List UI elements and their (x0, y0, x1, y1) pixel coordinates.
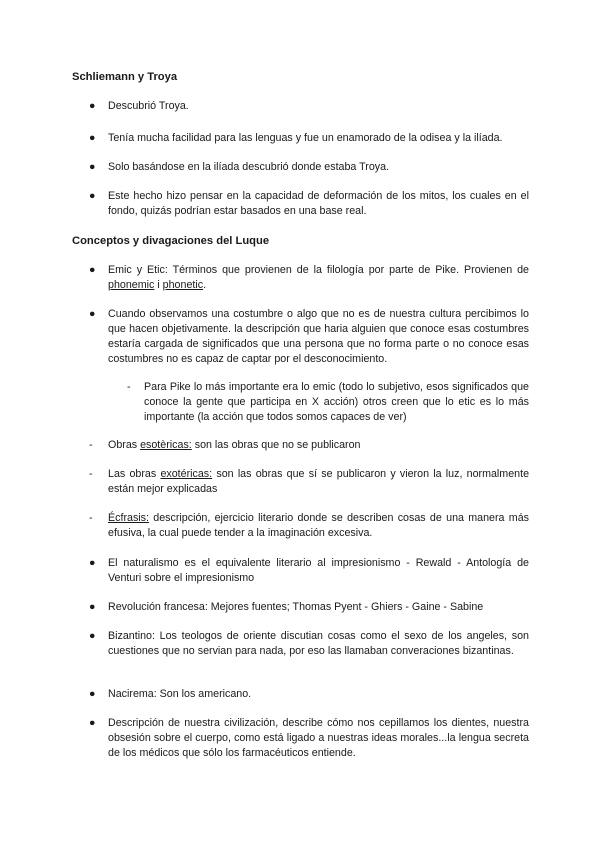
bullet-icon: ● (89, 557, 96, 569)
bullet-icon: ● (89, 190, 96, 202)
emic-period: . (203, 279, 207, 291)
link-phonemic[interactable]: phonemic (108, 279, 155, 291)
sub-list-item (127, 380, 529, 425)
section-heading-schliemann: Schliemann y Troya (72, 71, 178, 83)
list-item (89, 263, 529, 293)
section-heading-conceptos: Conceptos y divagaciones del Luque (72, 235, 270, 247)
emic-conjunction: i (154, 279, 163, 291)
bullet-icon: ● (89, 601, 96, 613)
list-item (89, 467, 529, 497)
list-item (89, 160, 529, 175)
list-item-text (108, 438, 529, 453)
dash-marker: - (89, 439, 93, 451)
sub-list-item-text: Para Pike lo más importante era lo emic (todo lo subjetivo, esos significados que conoce la gente que participa en X acción) otros creen que lo etic es lo más importante (la acción que todos somos capaces de ver) (144, 381, 529, 423)
list-item-text: Tenía mucha facilidad para las lenguas y fue un enamorado de la odisea y la ilíada. (108, 132, 503, 144)
exotericas-definition: son las obras que sí se publicaron y vieron la luz, normalmente están mejor explicadas (108, 468, 530, 495)
list-item (89, 716, 529, 761)
list-item (89, 556, 529, 586)
dash-marker: - (89, 512, 93, 524)
bullet-icon: ● (89, 308, 96, 320)
term-ecfrasis: Écfrasis: (108, 512, 149, 524)
bullet-icon: ● (89, 132, 96, 144)
bullet-icon: ● (89, 688, 96, 700)
link-phonetic[interactable]: phonetic (162, 279, 204, 291)
bullet-icon: ● (89, 161, 96, 173)
bullet-icon: ● (89, 630, 96, 642)
list-item-text: Cuando observamos una costumbre o algo que no es de nuestra cultura percibimos lo que hacen objetivamente. la descripción que haria alguien que conoce esas costumbres estaría cargada de significados que una persona que no forma parte o no conoce esas costumbres no es capaz de captar por el desconocimiento. (108, 308, 529, 365)
bullet-icon: ● (89, 717, 96, 729)
list-item-text (108, 467, 529, 497)
bullet-icon: ● (89, 100, 96, 112)
list-item (89, 189, 529, 219)
term-exotericas: exotéricas: (160, 468, 213, 480)
list-item-text: Nacirema: Son los americano. (108, 688, 252, 700)
esotericas-prefix: Obras (108, 439, 141, 451)
list-item (89, 438, 529, 453)
list-item (89, 511, 529, 541)
list-item-text: Solo basándose en la ilíada descubrió donde estaba Troya. (108, 161, 390, 173)
list-item-text: Descubrió Troya. (108, 100, 189, 112)
esotericas-definition: son las obras que no se publicaron (191, 439, 361, 451)
list-item-text: Bizantino: Los teologos de oriente discutian cosas como el sexo de los angeles, son cuestiones que no servian para nada, por eso las llamaban converaciones bizantinas. (108, 630, 529, 657)
emic-text: Emic y Etic: Términos que provienen de la filología por parte de Pike. Provienen de (108, 264, 529, 276)
list-item (89, 629, 529, 659)
bullet-icon: ● (89, 264, 96, 276)
list-item-text: Descripción de nuestra civilización, describe cómo nos cepillamos los dientes, nuestra obsesión sobre el cuerpo, como está ligado a nuestras ideas morales...la lengua secreta de los médicos que sólo los farmacéuticos entiende. (108, 717, 529, 759)
list-item-text: El naturalismo es el equivalente literario al impresionismo - Rewald - Antología de Venturi sobre el impresionismo (108, 557, 529, 584)
dash-marker: - (89, 468, 93, 480)
list-item (89, 307, 529, 367)
list-item (89, 99, 529, 114)
list-item (89, 687, 529, 702)
list-item-text: Revolución francesa: Mejores fuentes; Thomas Pyent - Ghiers - Gaine - Sabine (108, 601, 484, 613)
list-item (89, 131, 529, 146)
term-esotericas: esotèricas: (140, 439, 192, 451)
list-item-text (108, 263, 529, 293)
dash-marker: - (127, 381, 131, 393)
list-item (89, 600, 529, 615)
list-item-text (108, 511, 529, 541)
list-item-text: Este hecho hizo pensar en la capacidad de deformación de los mitos, los cuales en el fondo, quizás podrían estar basados en una base real. (108, 190, 529, 217)
exotericas-prefix: Las obras (108, 468, 161, 480)
ecfrasis-definition: descripción, ejercicio literario donde se describen cosas de una manera más efusiva, la cual puede tender a la imaginación excesiva. (108, 512, 529, 539)
